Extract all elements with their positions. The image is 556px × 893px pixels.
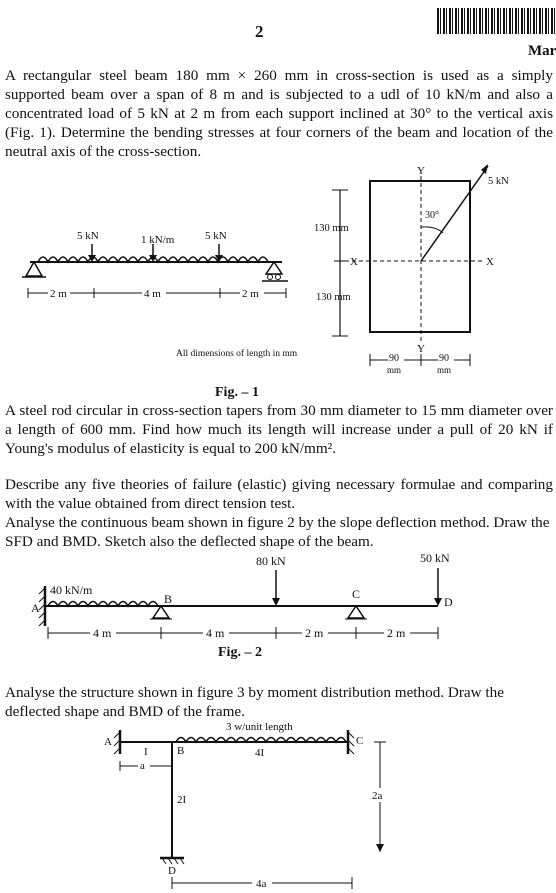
fig1-load-left: 5 kN [77,230,99,242]
fig1-dim-right: 2 m [242,288,259,300]
fig1-axis-x-left: X [350,256,358,268]
fig1-dim-top: 130 mm [314,223,349,234]
fig1-note: All dimensions of length in mm [176,349,298,359]
fig1-dim-w-left: 90 [389,353,399,364]
fig2-caption: Fig. – 2 [218,645,262,660]
page-number: 2 [255,22,264,41]
fig2-label-b: B [164,592,173,606]
fig3-label-b: B [177,745,185,757]
figure-3 [0,718,556,893]
figure-1 [0,160,556,400]
fig2-load-p1: 80 kN [256,554,286,568]
fig3-label-a: A [104,736,112,748]
fig1-axis-y-bottom: Y [417,343,425,355]
fig3-i-left: I [144,746,148,758]
fig2-dim-3: 2 m [305,626,324,640]
fig1-load-right: 5 kN [205,230,227,242]
fig1-angle: 30° [425,210,439,221]
fig1-load-section: 5 kN [488,176,509,187]
fig1-load-udl: 1 kN/m [141,234,175,246]
fig1-dim-left: 2 m [50,288,67,300]
fig2-udl: 40 kN/m [50,583,93,597]
corner-text: Mar [528,43,556,59]
figure-2 [0,550,556,665]
fig3-dim-a: a [140,760,145,772]
fig3-load: 3 w/unit length [226,721,293,733]
fig1-axis-y-top: Y [417,165,425,177]
fig3-dim-2a: 2a [372,790,383,802]
question-4-text: Analyse the continuous beam shown in figure 2 by the slope deflection method. Draw the SFD and BMD. Sketch also the deflected shape of the beam. [5,514,550,550]
question-5-text: Analyse the structure shown in figure 3 by moment distribution method. Draw the deflected shape and BMD of the frame. [5,684,504,720]
fig1-dim-w-right: 90 [439,353,449,364]
fig3-i-col: 2I [177,794,187,806]
barcode [437,8,556,34]
fig3-label-c: C [356,735,364,747]
fig2-label-d: D [444,595,453,609]
fig2-dim-4: 2 m [387,626,406,640]
fig2-dim-2: 4 m [206,626,225,640]
fig3-dim-4a: 4a [256,878,267,890]
fig1-caption: Fig. – 1 [215,385,259,400]
fig1-dim-bottom: 130 mm [316,292,351,303]
fig2-label-c: C [352,587,361,601]
fig2-load-p2: 50 kN [420,551,450,565]
fig1-unit-right: mm [437,365,452,375]
fig1-dim-mid: 4 m [144,288,161,300]
question-1-text: A rectangular steel beam 180 mm × 260 mm in cross-section is used as a simply supported beam over a span of 8 m and is subjected to a udl of 10 kN/m and also a concentrated load of 5 kN at 2 m from each support inclined at 30° to the vertical axis (Fig. 1). Determine the bending stresses at four corners of the beam and location of the neutral axis of the cross-section. [5,67,553,160]
question-3-text: Describe any five theories of failure (elastic) giving necessary formulae and comparing with the value obtained from direct tension test. [5,476,553,512]
question-2-text: A steel rod circular in cross-section tapers from 30 mm diameter to 15 mm diameter over a length of 600 mm. Find how much its length will increase under a pull of 20 kN if Young's modulus of elasticity is equal to 200 kN/mm². [5,402,553,457]
fig2-label-a: A [31,601,40,615]
fig2-dim-1: 4 m [93,626,112,640]
fig3-label-d: D [168,865,176,877]
fig1-beam [22,257,288,281]
fig1-axis-x-right: X [486,256,494,268]
fig3-i-beam: 4I [255,747,265,759]
fig1-unit-left: mm [387,365,402,375]
fig1-cross-section [314,164,509,375]
